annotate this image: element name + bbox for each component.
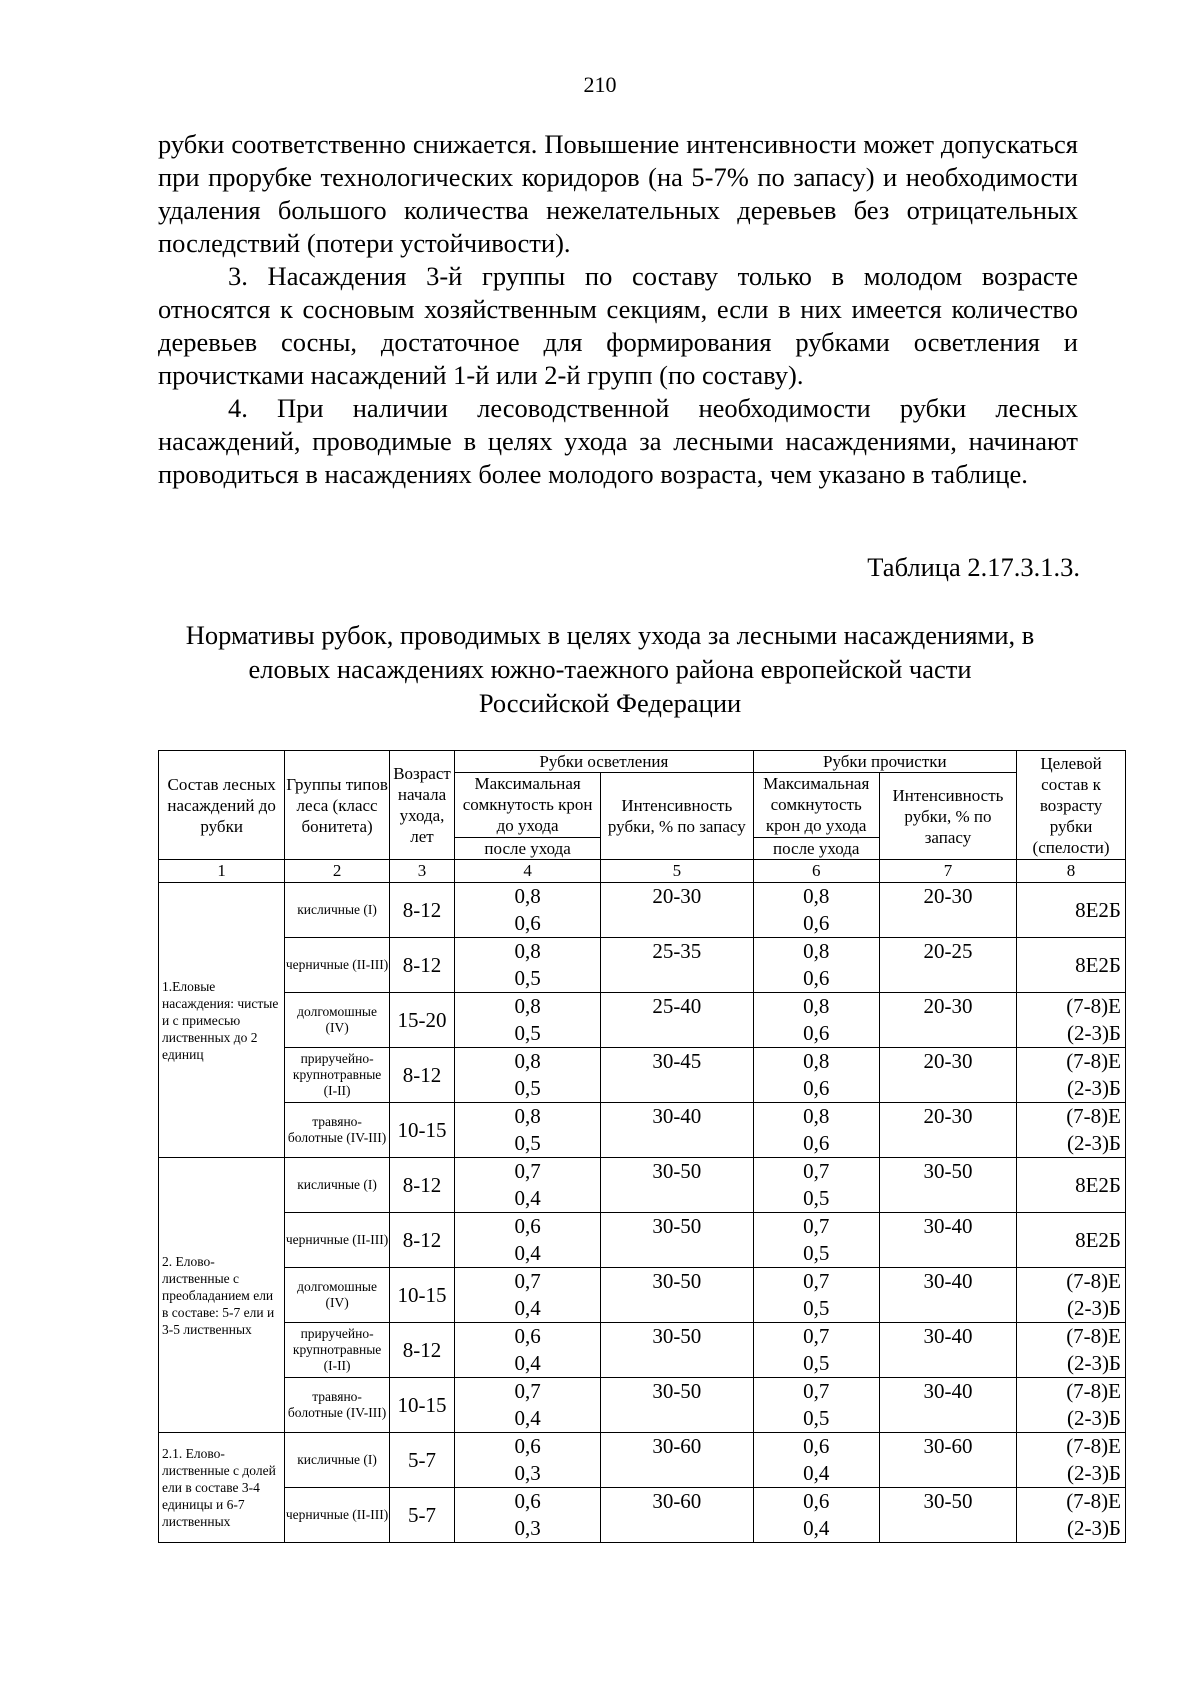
column-number: 7 [879, 860, 1016, 883]
column-number: 6 [753, 860, 879, 883]
clearing-intensity-cell: 25-40 [601, 993, 753, 1048]
closure-after: 0,4 [803, 1461, 830, 1485]
header-clearing-intensity: Интенсивность рубки, % по запасу [601, 773, 753, 860]
column-number-row [159, 860, 1126, 883]
closure-after: 0,5 [803, 1241, 830, 1265]
start-age-cell: 10-15 [389, 1268, 454, 1323]
clearing-intensity-cell: 30-50 [601, 1268, 753, 1323]
forest-type-cell: кисличные (I) [285, 1433, 390, 1488]
closure-before: 0,7 [514, 1269, 541, 1293]
thinning-intensity-cell: 30-40 [879, 1378, 1016, 1433]
thinning-closure-cell [753, 993, 879, 1048]
target-line: (7-8)Е [1066, 1379, 1121, 1403]
thinning-closure-cell [753, 1378, 879, 1433]
closure-after: 0,6 [803, 1076, 830, 1100]
target-line: (7-8)Е [1066, 994, 1121, 1018]
clearing-closure-cell [455, 1213, 601, 1268]
thinning-closure-cell [753, 1048, 879, 1103]
clearing-intensity-cell: 30-50 [601, 1213, 753, 1268]
forest-type-cell: черничные (II-III) [285, 1488, 390, 1543]
table-row [159, 1378, 1126, 1433]
target-composition-cell [1017, 1103, 1126, 1158]
closure-after: 0,5 [514, 1076, 541, 1100]
closure-before: 0,6 [803, 1434, 830, 1458]
header-clearing-closure [455, 773, 601, 860]
clearing-closure-cell [455, 883, 601, 938]
closure-before: 0,8 [514, 994, 541, 1018]
table-title-line: Российской Федерации [478, 688, 742, 718]
target-line: (2-3)Б [1066, 1131, 1121, 1155]
closure-after: 0,6 [803, 1131, 830, 1155]
target-composition-cell [1017, 1268, 1126, 1323]
column-number: 4 [455, 860, 601, 883]
thinning-closure-cell [753, 1158, 879, 1213]
column-number: 1 [159, 860, 285, 883]
clearing-closure-cell [455, 938, 601, 993]
closure-after: 0,5 [514, 966, 541, 990]
paragraph: 4. При наличии лесоводственной необходимости рубки лесных насаждений, проводимые в целях ухода за лесными насаждениями, начинают проводиться в насаждениях более молодого возраста, чем указано в таблице. [158, 393, 1078, 489]
start-age-cell: 15-20 [389, 993, 454, 1048]
table-row [159, 1323, 1126, 1378]
closure-before: 0,8 [514, 1104, 541, 1128]
clearing-intensity-cell: 20-30 [601, 883, 753, 938]
target-composition-cell [1017, 1158, 1126, 1213]
clearing-intensity-cell: 30-60 [601, 1433, 753, 1488]
clearing-closure-cell [455, 1158, 601, 1213]
clearing-intensity-cell: 30-50 [601, 1158, 753, 1213]
table-row [159, 1268, 1126, 1323]
closure-after: 0,5 [803, 1406, 830, 1430]
table-row [159, 1103, 1126, 1158]
header-thinning-closure [753, 773, 879, 860]
target-line: (7-8)Е [1066, 1049, 1121, 1073]
closure-after: 0,6 [514, 911, 541, 935]
forest-type-cell: приручейно-крупнотравные (I-II) [285, 1323, 390, 1378]
page-number: 210 [583, 72, 617, 97]
column-number: 8 [1017, 860, 1126, 883]
closure-before: 0,8 [803, 1104, 830, 1128]
forest-type-cell: долгомошные (IV) [285, 993, 390, 1048]
forest-type-cell: черничные (II-III) [285, 1213, 390, 1268]
clearing-closure-cell [455, 1103, 601, 1158]
target-line: 8Е2Б [1075, 1227, 1121, 1252]
composition-cell: 1.Еловые насаждения: чистые и с примесью лиственных до 2 единиц [159, 883, 285, 1158]
paragraph: 3. Насаждения 3-й группы по составу только в молодом возрасте относятся к сосновым хозяйственным секциям, если в них имеется количество деревьев сосны, достаточное для формирования рубками осветления и прочистками насаждений 1-й или 2-й групп (по составу). [158, 261, 1078, 390]
table-row [159, 883, 1126, 938]
forest-type-cell: травяно-болотные (IV-III) [285, 1103, 390, 1158]
target-line: (2-3)Б [1066, 1406, 1121, 1430]
clearing-intensity-cell: 25-35 [601, 938, 753, 993]
closure-before: 0,8 [803, 1049, 830, 1073]
table-body [159, 883, 1126, 1543]
clearing-intensity-cell: 30-40 [601, 1103, 753, 1158]
table-row [159, 1433, 1126, 1488]
clearing-closure-cell [455, 1268, 601, 1323]
target-line: (7-8)Е [1066, 1269, 1121, 1293]
closure-before: 0,6 [514, 1214, 541, 1238]
start-age-cell: 8-12 [389, 938, 454, 993]
target-line: (7-8)Е [1066, 1104, 1121, 1128]
start-age-cell: 8-12 [389, 1158, 454, 1213]
header-thinning-intensity: Интенсивность рубки, % по запасу [879, 773, 1016, 860]
table-row [159, 993, 1126, 1048]
closure-before: 0,7 [803, 1324, 830, 1348]
target-line: (7-8)Е [1066, 1324, 1121, 1348]
header-thinning: Рубки прочистки [753, 751, 1017, 773]
closure-after: 0,5 [514, 1131, 541, 1155]
start-age-cell: 8-12 [389, 1323, 454, 1378]
clearing-closure-cell [455, 1048, 601, 1103]
forest-type-cell: черничные (II-III) [285, 938, 390, 993]
closure-after: 0,4 [514, 1241, 541, 1265]
header-closure-after: после ухода [484, 839, 571, 858]
target-composition-cell [1017, 1048, 1126, 1103]
closure-after: 0,5 [803, 1186, 830, 1210]
start-age-cell: 8-12 [389, 883, 454, 938]
table-row [159, 1213, 1126, 1268]
closure-before: 0,8 [803, 939, 830, 963]
target-line: (7-8)Е [1066, 1434, 1121, 1458]
table-row [159, 1158, 1126, 1213]
target-line: 8Е2Б [1075, 952, 1121, 977]
header-clearing: Рубки осветления [455, 751, 753, 773]
closure-after: 0,4 [514, 1406, 541, 1430]
closure-before: 0,8 [803, 884, 830, 908]
closure-before: 0,8 [514, 939, 541, 963]
thinning-closure-cell [753, 1103, 879, 1158]
thinning-intensity-cell: 20-30 [879, 883, 1016, 938]
target-composition-cell [1017, 993, 1126, 1048]
closure-before: 0,7 [803, 1269, 830, 1293]
thinning-closure-cell [753, 883, 879, 938]
closure-after: 0,6 [803, 966, 830, 990]
target-line: (2-3)Б [1066, 1516, 1121, 1540]
header-target: Целевой состав к возрасту рубки (спелости) [1017, 751, 1126, 860]
thinning-intensity-cell: 30-50 [879, 1158, 1016, 1213]
forest-type-cell: приручейно-крупнотравные (I-II) [285, 1048, 390, 1103]
closure-before: 0,8 [514, 1049, 541, 1073]
closure-after: 0,5 [514, 1021, 541, 1045]
closure-after: 0,6 [803, 1021, 830, 1045]
closure-after: 0,4 [803, 1516, 830, 1540]
target-composition-cell [1017, 938, 1126, 993]
target-composition-cell [1017, 883, 1126, 938]
clearing-closure-cell [455, 1378, 601, 1433]
header-closure-before: Максимальная сомкнутость крон до ухода [754, 773, 879, 838]
closure-before: 0,6 [803, 1489, 830, 1513]
table-title [140, 618, 1080, 720]
target-composition-cell [1017, 1433, 1126, 1488]
thinning-intensity-cell: 30-40 [879, 1323, 1016, 1378]
column-number: 2 [285, 860, 390, 883]
table-title-line: еловых насаждениях южно-таежного района европейской части [248, 654, 972, 684]
target-composition-cell [1017, 1488, 1126, 1543]
thinning-closure-cell [753, 1213, 879, 1268]
closure-before: 0,6 [514, 1489, 541, 1513]
target-composition-cell [1017, 1323, 1126, 1378]
header-forest-type: Группы типов леса (класс бонитета) [285, 751, 390, 860]
header-start-age: Возраст начала ухода, лет [389, 751, 454, 860]
thinning-closure-cell [753, 1433, 879, 1488]
thinning-closure-cell [753, 1268, 879, 1323]
table-row [159, 1488, 1126, 1543]
forest-type-cell: кисличные (I) [285, 883, 390, 938]
start-age-cell: 10-15 [389, 1103, 454, 1158]
clearing-closure-cell [455, 1433, 601, 1488]
closure-before: 0,7 [803, 1379, 830, 1403]
thinning-intensity-cell: 30-50 [879, 1488, 1016, 1543]
start-age-cell: 8-12 [389, 1048, 454, 1103]
table-row [159, 938, 1126, 993]
closure-before: 0,8 [514, 884, 541, 908]
closure-after: 0,4 [514, 1296, 541, 1320]
closure-before: 0,7 [514, 1159, 541, 1183]
thinning-intensity-cell: 30-60 [879, 1433, 1016, 1488]
thinning-closure-cell [753, 1488, 879, 1543]
target-line: (7-8)Е [1066, 1489, 1121, 1513]
column-number: 5 [601, 860, 753, 883]
thinning-intensity-cell: 20-30 [879, 1103, 1016, 1158]
clearing-intensity-cell: 30-60 [601, 1488, 753, 1543]
closure-after: 0,5 [803, 1296, 830, 1320]
body-text [158, 128, 1078, 491]
target-line: (2-3)Б [1066, 1351, 1121, 1375]
thinning-closure-cell [753, 1323, 879, 1378]
closure-before: 0,6 [514, 1434, 541, 1458]
target-composition-cell [1017, 1213, 1126, 1268]
start-age-cell: 10-15 [389, 1378, 454, 1433]
forest-type-cell: травяно-болотные (IV-III) [285, 1378, 390, 1433]
closure-before: 0,7 [803, 1214, 830, 1238]
table-number: Таблица 2.17.3.1.3. [867, 552, 1080, 582]
target-line: 8Е2Б [1075, 1172, 1121, 1197]
target-line: 8Е2Б [1075, 897, 1121, 922]
thinning-intensity-cell: 30-40 [879, 1213, 1016, 1268]
closure-after: 0,4 [514, 1186, 541, 1210]
table-title-line: Нормативы рубок, проводимых в целях ухода за лесными насаждениями, в [185, 620, 1035, 650]
target-line: (2-3)Б [1066, 1021, 1121, 1045]
table-row [159, 1048, 1126, 1103]
thinning-intensity-cell: 20-30 [879, 993, 1016, 1048]
thinning-intensity-cell: 30-40 [879, 1268, 1016, 1323]
start-age-cell: 8-12 [389, 1213, 454, 1268]
start-age-cell: 5-7 [389, 1488, 454, 1543]
closure-before: 0,6 [514, 1324, 541, 1348]
target-composition-cell [1017, 1378, 1126, 1433]
clearing-intensity-cell: 30-50 [601, 1378, 753, 1433]
norms-table [158, 750, 1126, 1543]
target-line: (2-3)Б [1066, 1076, 1121, 1100]
thinning-intensity-cell: 20-30 [879, 1048, 1016, 1103]
clearing-intensity-cell: 30-50 [601, 1323, 753, 1378]
closure-after: 0,3 [514, 1461, 541, 1485]
closure-after: 0,6 [803, 911, 830, 935]
clearing-closure-cell [455, 993, 601, 1048]
composition-cell: 2. Елово-лиственные с преобладанием ели в составе: 5-7 ели и 3-5 лиственных [159, 1158, 285, 1433]
clearing-intensity-cell: 30-45 [601, 1048, 753, 1103]
closure-after: 0,4 [514, 1351, 541, 1375]
header-closure-before: Максимальная сомкнутость крон до ухода [455, 773, 600, 838]
clearing-closure-cell [455, 1488, 601, 1543]
forest-type-cell: кисличные (I) [285, 1158, 390, 1213]
closure-after: 0,3 [514, 1516, 541, 1540]
start-age-cell: 5-7 [389, 1433, 454, 1488]
column-number: 3 [389, 860, 454, 883]
closure-after: 0,5 [803, 1351, 830, 1375]
closure-before: 0,8 [803, 994, 830, 1018]
header-closure-after: после ухода [773, 839, 860, 858]
target-line: (2-3)Б [1066, 1461, 1121, 1485]
target-line: (2-3)Б [1066, 1296, 1121, 1320]
paragraph: рубки соответственно снижается. Повышение интенсивности может допускаться при прорубке технологических коридоров (на 5-7% по запасу) и необходимости удаления большого количества нежелательных деревьев без отрицательных последствий (потери устойчивости). [158, 129, 1078, 258]
composition-cell: 2.1. Елово-лиственные с долей ели в составе 3-4 единицы и 6-7 лиственных [159, 1433, 285, 1543]
thinning-intensity-cell: 20-25 [879, 938, 1016, 993]
header-composition: Состав лесных насаждений до рубки [159, 751, 285, 860]
closure-before: 0,7 [803, 1159, 830, 1183]
forest-type-cell: долгомошные (IV) [285, 1268, 390, 1323]
clearing-closure-cell [455, 1323, 601, 1378]
thinning-closure-cell [753, 938, 879, 993]
closure-before: 0,7 [514, 1379, 541, 1403]
